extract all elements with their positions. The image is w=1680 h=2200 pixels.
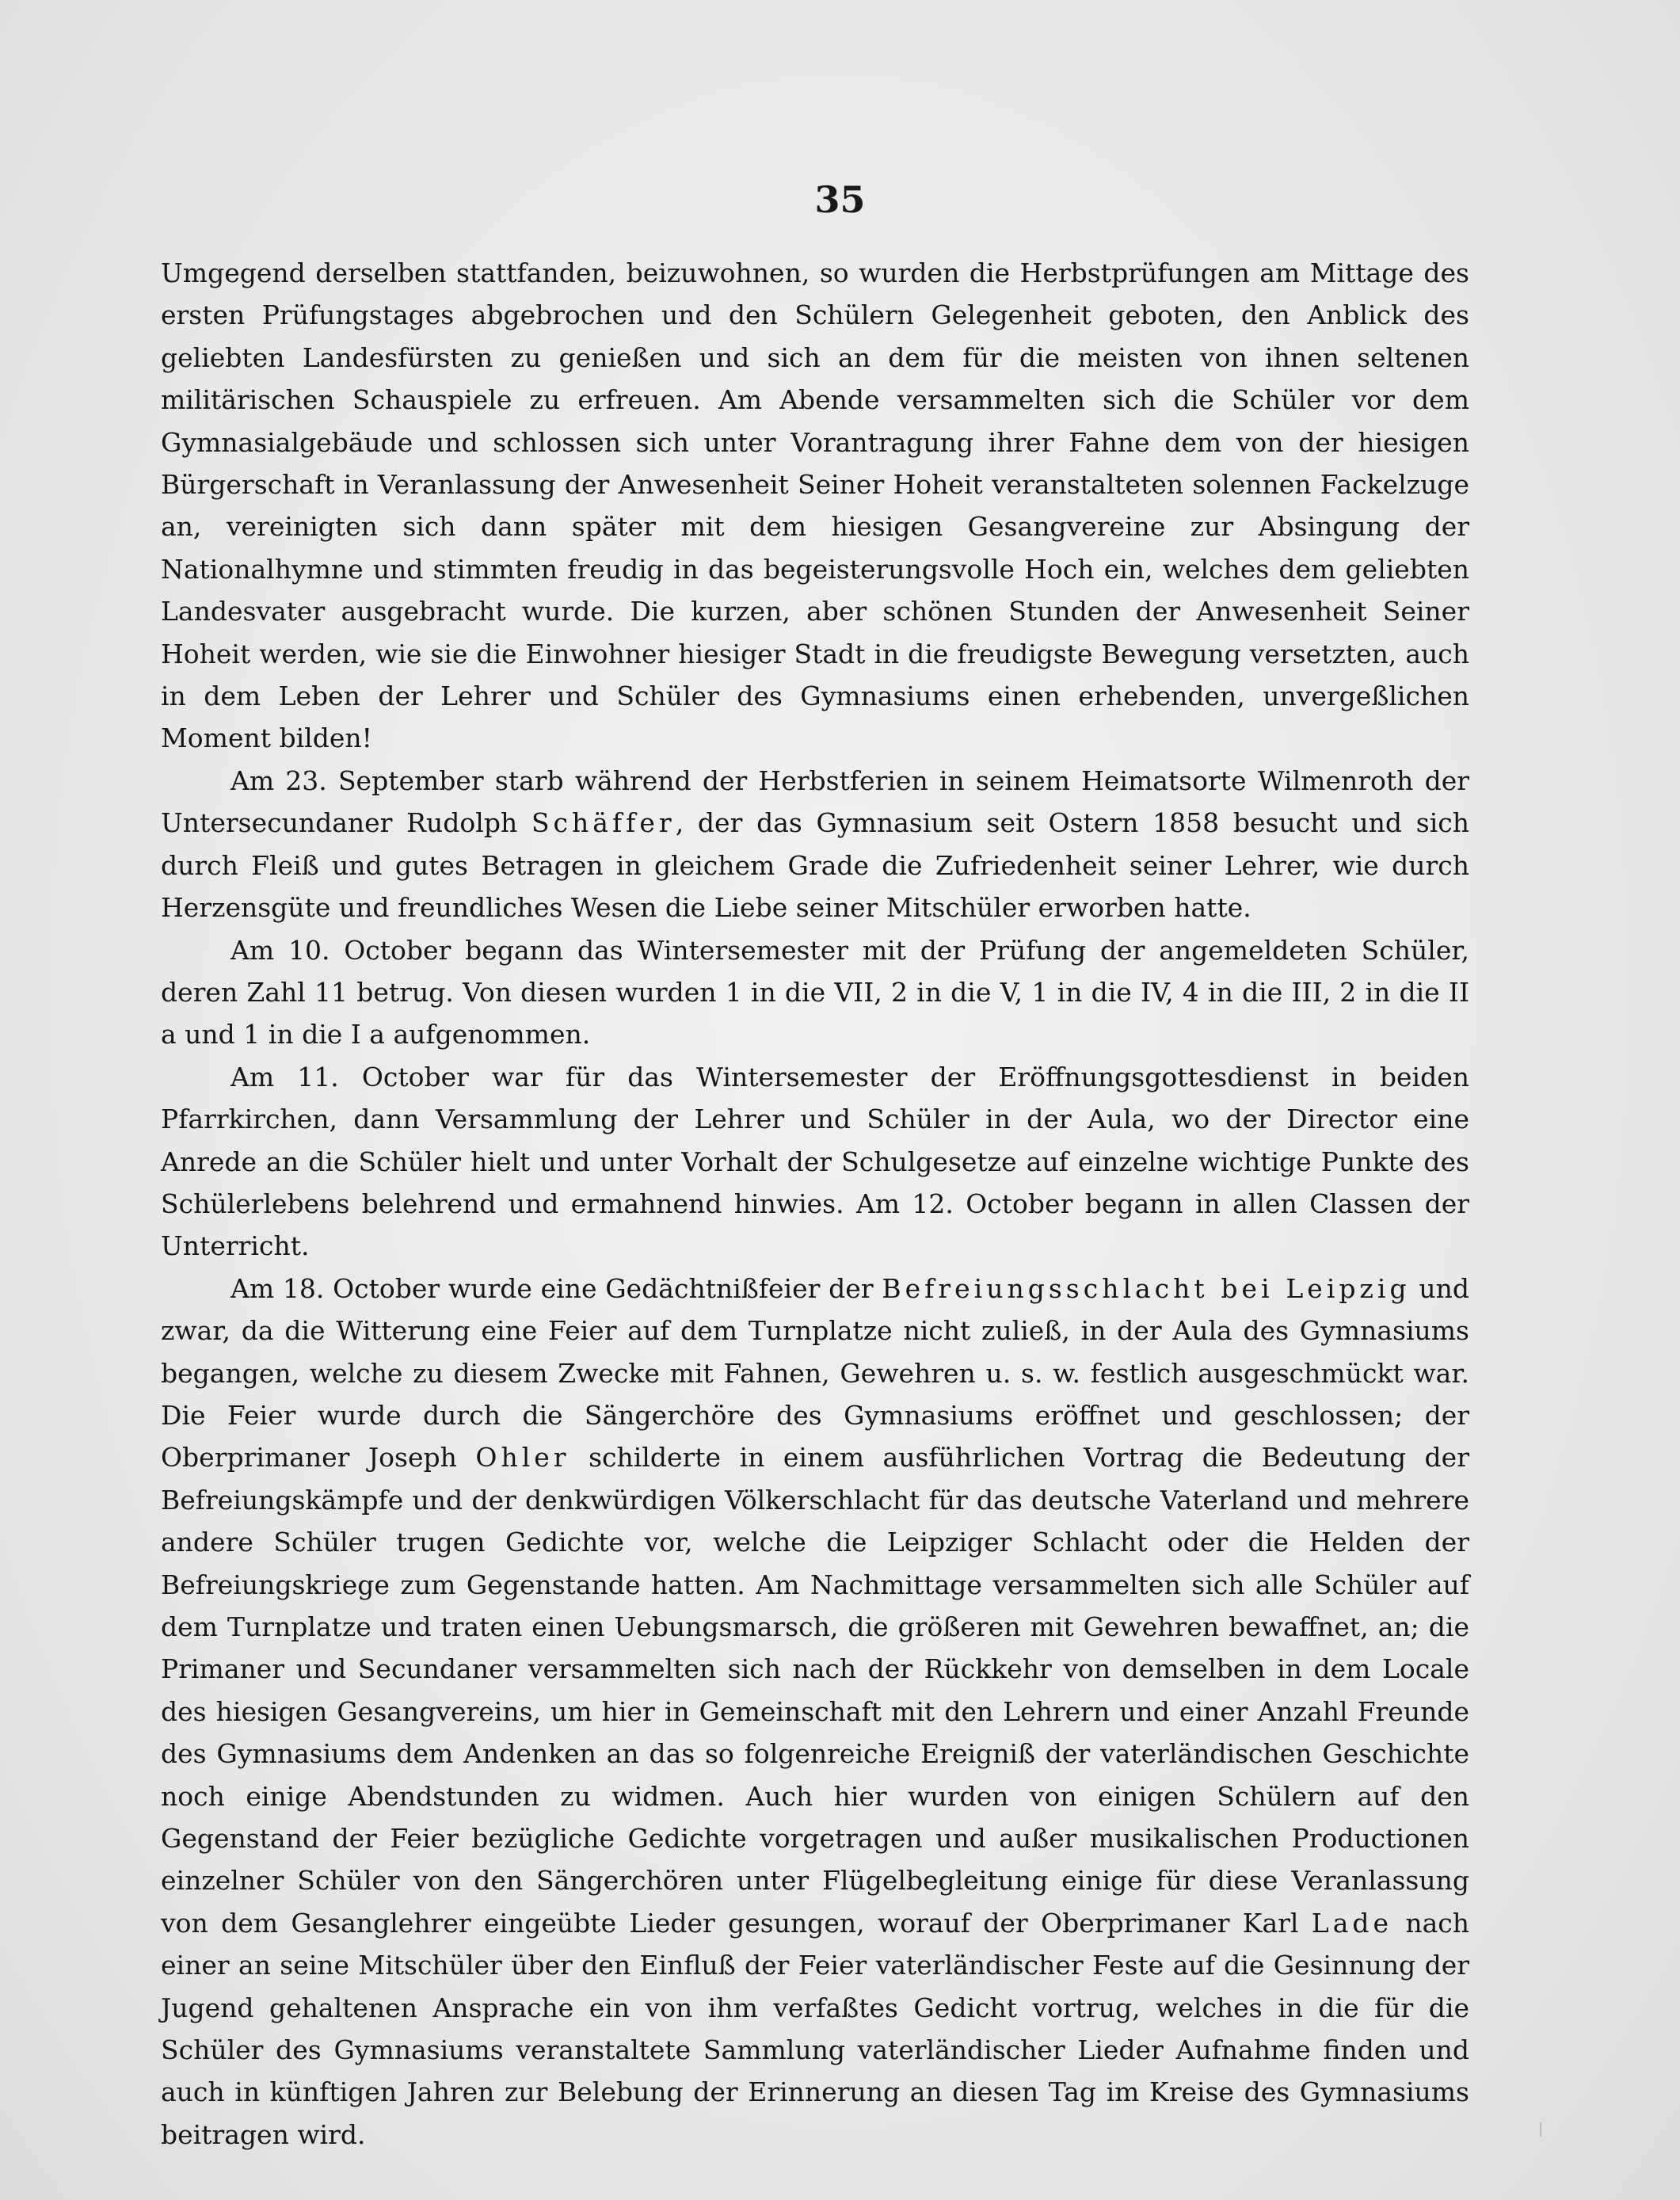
paragraph: [161, 252, 1469, 760]
paragraph-text: schilderte in einem ausführlichen Vortrag die Bedeutung der Befreiungskämpfe und der denkwürdigen Völkerschlacht für das deutsche Vaterland und mehrere andere Schüler trugen Gedichte vor, welche die Leipziger Schlacht oder die Helden der Befreiungskriege zum Gegenstande hatten. Am Nachmittage versammelten sich alle Schüler auf dem Turnplatze und traten einen Uebungsmarsch, die größeren mit Gewehren bewaffnet, an; die Primaner und Secundaner versammelten sich nach der Rückkehr von demselben in dem Locale des hiesigen Gesangvereins, um hier in Gemeinschaft mit den Lehrern und einer Anzahl Freunde des Gymnasiums dem Andenken an das so folgenreiche Ereigniß der vaterländischen Geschichte noch einige Abendstunden zu widmen. Auch hier wurden von einigen Schülern auf den Gegenstand der Feier bezügliche Gedichte vorgetragen und außer musikalischen Productionen einzelner Schüler von den Sängerchören unter Flügelbegleitung einige für diese Veranlassung von dem Gesanglehrer eingeübte Lieder gesungen, worauf der Oberprimaner Karl: [161, 1442, 1469, 1939]
paragraph-text: Umgegend derselben stattfanden, beizuwohnen, so wurden die Herbstprüfungen am Mittage des ersten Prüfungstages abgebrochen und den Schülern Gelegenheit geboten, den Anblick des geliebten Landesfürsten zu genießen und sich an dem für die meisten von ihnen seltenen militärischen Schauspiele zu erfreuen. Am Abende versammelten sich die Schüler vor dem Gymnasialgebäude und schlossen sich unter Vorantragung ihrer Fahne dem von der hiesigen Bürgerschaft in Veranlassung der Anwesenheit Seiner Hoheit veranstalteten solennen Fackelzuge an, vereinigten sich dann später mit dem hiesigen Gesangvereine zur Absingung der Nationalhymne und stimmten freudig in das begeisterungsvolle Hoch ein, welches dem geliebten Landesvater ausgebracht wurde. Die kurzen, aber schönen Stunden der Anwesenheit Seiner Hoheit werden, wie sie die Einwohner hiesiger Stadt in die freudigste Bewegung versetzten, auch in dem Leben der Lehrer und Schüler des Gymnasiums einen erhebenden, unvergeßlichen Moment bilden!: [161, 257, 1469, 754]
margin-mark: [1540, 2122, 1541, 2137]
paragraph: [161, 929, 1469, 1056]
paragraph: [161, 760, 1469, 929]
paragraph-text: Am 10. October begann das Wintersemester mit der Prüfung der angemeldeten Schüler, deren Zahl 11 betrug. Von diesen wurden 1 in die VII, 2 in die V, 1 in die IV, 4 in die III, 2 in die II a und 1 in die I a aufgenommen.: [161, 934, 1469, 1050]
page-number: 35: [814, 178, 866, 221]
paragraph: [161, 1056, 1469, 1268]
emphasized-name: Ohler: [475, 1442, 570, 1474]
paragraph: [161, 1268, 1469, 2156]
emphasized-name: Lade: [1311, 1907, 1393, 1939]
paragraph-text: Am 11. October war für das Wintersemester der Eröffnungsgottesdienst in beiden Pfarrkirchen, dann Versammlung der Lehrer und Schüler in der Aula, wo der Director eine Anrede an die Schüler hielt und unter Vorhalt der Schulgesetze auf einzelne wichtige Punkte des Schülerlebens belehrend und ermahnend hinwies. Am 12. October begann in allen Classen der Unterricht.: [161, 1061, 1469, 1262]
emphasized-name: Schäffer: [531, 807, 676, 839]
paragraph-text: Am 18. October wurde eine Gedächtnißfeier der: [230, 1272, 882, 1304]
paragraph-text: Am 23. September starb während der Herbstferien in seinem Heimatsorte Wilmenroth der Untersecundaner Rudolph: [161, 764, 1469, 839]
body-text: [161, 252, 1469, 2156]
paragraph-text: nach einer an seine Mitschüler über den Einfluß der Feier vaterländischer Feste auf die Gesinnung der Jugend gehaltenen Ansprache ein von ihm verfaßtes Gedicht vortrug, welches in die für die Schüler des Gymnasiums veranstaltete Sammlung vaterländischer Lieder Aufnahme finden und auch in künftigen Jahren zur Belebung der Erinnerung an diesen Tag im Kreise des Gymnasiums beitragen wird.: [161, 1907, 1470, 2150]
paragraph-text: und zwar, da die Witterung eine Feier auf dem Turnplatze nicht zuließ, in der Aula des Gymnasiums begangen, welche zu diesem Zwecke mit Fahnen, Gewehren u. s. w. festlich ausgeschmückt war. Die Feier wurde durch die Sängerchöre des Gymnasiums eröffnet und geschlossen; der Oberprimaner Joseph: [161, 1272, 1469, 1474]
emphasized-name: Befreiungsschlacht bei Leipzig: [882, 1272, 1411, 1304]
paragraph-text: , der das Gymnasium seit Ostern 1858 besucht und sich durch Fleiß und gutes Betragen in gleichem Grade die Zufriedenheit seiner Lehrer, wie durch Herzensgüte und freundliches Wesen die Liebe seiner Mitschüler erworben hatte.: [161, 807, 1469, 924]
